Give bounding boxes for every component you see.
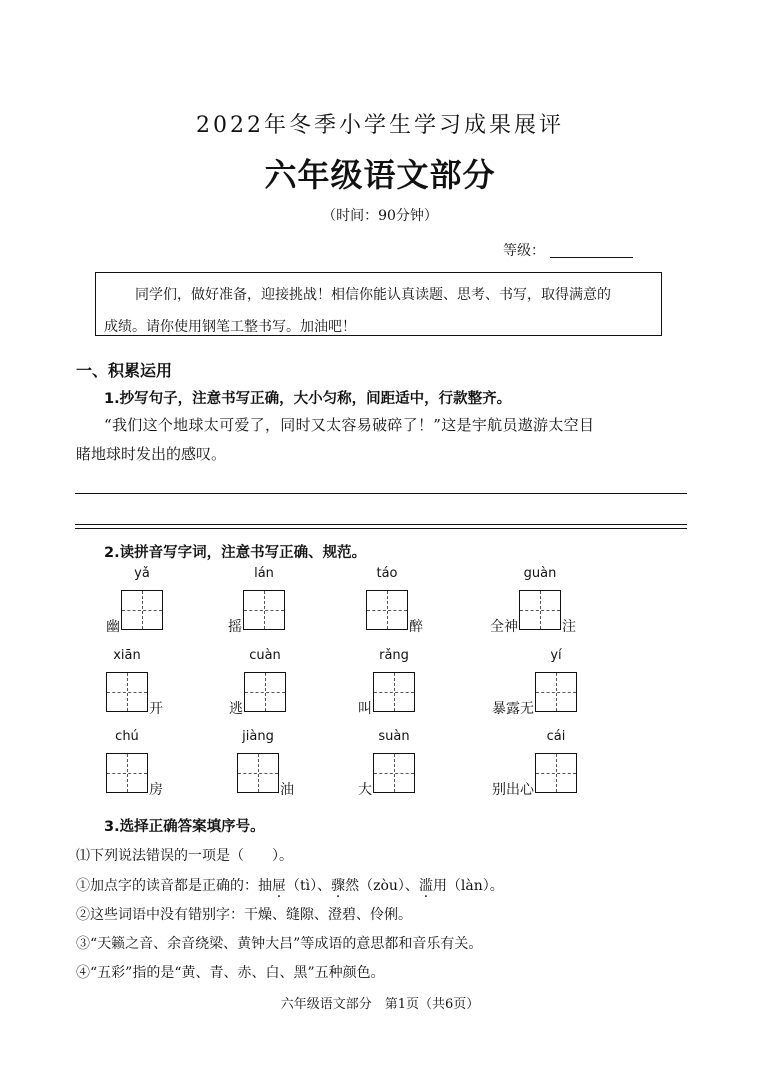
pinyin-label: cuàn — [249, 648, 281, 663]
grade-blank[interactable] — [550, 257, 633, 258]
word-prefix: 别出心 — [492, 782, 534, 798]
pinyin-label: yǎ — [134, 566, 150, 581]
answer-line-2a[interactable] — [75, 524, 687, 525]
word-prefix: 全神 — [490, 619, 518, 635]
option-2[interactable]: ②这些词语中没有错别字：干燥、缝隙、澄碧、伶俐。 — [76, 907, 412, 923]
grade-label: 等级： — [503, 243, 545, 259]
tianzige-box[interactable] — [535, 753, 577, 793]
tianzige-box[interactable] — [519, 590, 561, 630]
time-note: （时间：90分钟） — [322, 208, 438, 224]
tianzige-box[interactable] — [106, 753, 148, 793]
sub-question-1: ⑴下列说法错误的一项是（ ）。 — [76, 848, 293, 864]
word-suffix: 开 — [149, 701, 163, 717]
tianzige-box[interactable] — [535, 672, 577, 712]
word-suffix: 醉 — [409, 619, 423, 635]
option-1-text: （tì）、 — [286, 878, 332, 894]
exam-subtitle: 2022年冬季小学生学习成果展评 — [196, 113, 564, 138]
pinyin-label: táo — [376, 566, 398, 581]
tianzige-box[interactable] — [373, 672, 415, 712]
quote-line-1: “我们这个地球太可爱了，同时又太容易破碎了！”这是宇航员遨游太空目 — [104, 416, 595, 434]
pinyin-label: yí — [550, 648, 562, 663]
word-prefix: 摇 — [228, 619, 242, 635]
pinyin-label: lán — [254, 566, 274, 581]
option-4[interactable]: ④“五彩”指的是“黄、青、赤、白、黑”五种颜色。 — [76, 965, 385, 981]
question-3-prompt: 3.选择正确答案填序号。 — [104, 819, 265, 835]
question-1-prompt: 1.抄写句子，注意书写正确，大小匀称，间距适中，行款整齐。 — [104, 391, 512, 407]
pinyin-label: cái — [546, 729, 566, 744]
pinyin-label: xiān — [113, 648, 141, 663]
option-1[interactable] — [76, 875, 504, 895]
notice-line-1: 同学们，做好准备，迎接挑战！相信你能认真读题、思考、书写，取得满意的 — [135, 287, 611, 303]
pinyin-label: rǎng — [379, 648, 409, 663]
dotted-char: 屉 — [272, 878, 286, 894]
tianzige-box[interactable] — [106, 672, 148, 712]
word-suffix: 油 — [280, 782, 294, 798]
tianzige-box[interactable] — [121, 590, 163, 630]
option-1-text: 然（zòu）、 — [345, 878, 419, 894]
question-2-prompt: 2.读拼音写字词，注意书写正确、规范。 — [104, 545, 367, 561]
answer-line-1[interactable] — [75, 493, 687, 494]
section-heading: 一、积累运用 — [76, 361, 173, 380]
pinyin-label: chú — [115, 729, 139, 744]
option-1-text: ①加点字的读音都是正确的：抽 — [76, 878, 272, 894]
word-prefix: 幽 — [106, 619, 120, 635]
tianzige-box[interactable] — [237, 753, 279, 793]
quote-line-2: 睹地球时发出的感叹。 — [76, 445, 227, 463]
tianzige-box[interactable] — [366, 590, 408, 630]
tianzige-box[interactable] — [243, 590, 285, 630]
word-prefix: 大 — [358, 782, 372, 798]
option-3[interactable]: ③“天籁之音、余音绕梁、黄钟大吕”等成语的意思都和音乐有关。 — [76, 936, 483, 952]
dotted-char: 滥 — [418, 878, 433, 894]
answer-line-2b — [75, 528, 687, 529]
pinyin-label: jiàng — [242, 729, 274, 744]
word-prefix: 叫 — [358, 701, 372, 717]
dotted-char: 骤 — [331, 878, 346, 894]
pinyin-label: guàn — [523, 566, 557, 581]
exam-title: 六年级语文部分 — [264, 156, 496, 194]
pinyin-label: suàn — [378, 729, 410, 744]
word-prefix: 暴露无 — [492, 701, 534, 717]
notice-line-2: 成绩。请你使用钢笔工整书写。加油吧！ — [104, 319, 356, 335]
tianzige-box[interactable] — [244, 672, 286, 712]
tianzige-box[interactable] — [373, 753, 415, 793]
word-suffix: 房 — [149, 782, 163, 798]
page-footer: 六年级语文部分 第1页（共6页） — [280, 997, 480, 1012]
option-1-text: 用（làn）。 — [432, 878, 504, 894]
word-suffix: 注 — [562, 619, 576, 635]
word-prefix: 逃 — [229, 701, 243, 717]
